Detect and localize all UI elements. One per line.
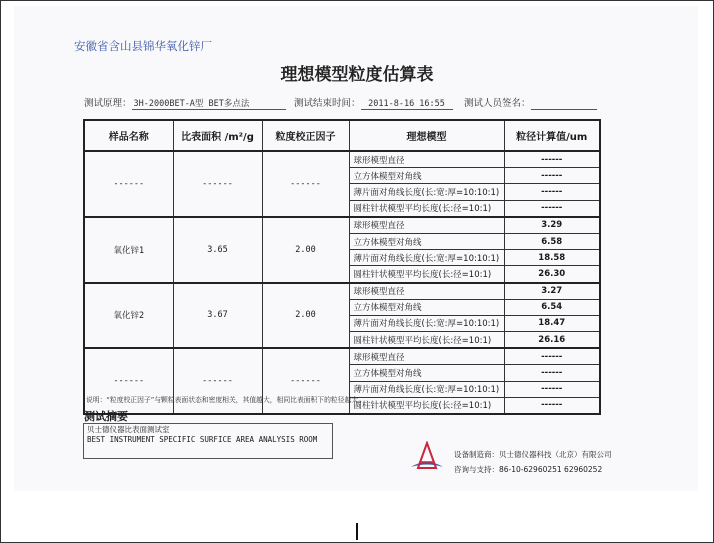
table-header-row bbox=[84, 120, 600, 151]
model-name-cell: 球形模型直径 bbox=[349, 151, 504, 168]
summary-box bbox=[83, 423, 333, 459]
model-name-cell: 圆柱针状模型平均长度(长:径=10:1) bbox=[349, 332, 504, 349]
size-value-cell: 26.16 bbox=[504, 332, 600, 349]
model-name-cell: 薄片面对角线长度(长:宽:厚=10:10:1) bbox=[349, 381, 504, 397]
size-value-cell: 6.54 bbox=[504, 299, 600, 315]
model-name-cell: 立方体模型对角线 bbox=[349, 299, 504, 315]
signature-field bbox=[464, 95, 597, 110]
size-value-cell: 3.27 bbox=[504, 283, 600, 300]
size-value-cell: ------ bbox=[504, 200, 600, 217]
size-value-cell: 18.47 bbox=[504, 315, 600, 331]
model-name-cell: 圆柱针状模型平均长度(长:径=10:1) bbox=[349, 200, 504, 217]
size-value-cell: ------ bbox=[504, 168, 600, 184]
equipment-maker: 设备制造商：贝士德仪器科技（北京）有限公司 bbox=[454, 450, 612, 459]
sample-name-cell: ------ bbox=[84, 348, 173, 414]
size-value-cell: ------ bbox=[504, 348, 600, 365]
surface-area-cell: ------ bbox=[173, 348, 262, 414]
summary-line-2: BEST INSTRUMENT SPECIFIC SURFICE AREA ANALYSIS ROOM bbox=[87, 435, 318, 444]
signature-label: 测试人员签名： bbox=[464, 98, 531, 109]
header-correction-factor: 粒度校正因子 bbox=[262, 120, 349, 151]
model-name-cell: 球形模型直径 bbox=[349, 348, 504, 365]
summary-line-1: 贝士德仪器比表面测试室 bbox=[87, 425, 170, 434]
model-name-cell: 薄片面对角线长度(长:宽:厚=10:10:1) bbox=[349, 315, 504, 331]
table-row bbox=[84, 348, 600, 365]
sample-name-cell: 氧化锌1 bbox=[84, 217, 173, 283]
model-name-cell: 圆柱针状模型平均长度(长:径=10:1) bbox=[349, 266, 504, 283]
company-name: 安徽省含山县锦华氧化锌厂 bbox=[74, 39, 212, 53]
header-particle-size: 粒径计算值/um bbox=[504, 120, 600, 151]
end-time-value: 2011-8-16 16:55 bbox=[361, 99, 453, 110]
text-cursor bbox=[356, 523, 358, 540]
surface-area-cell: ------ bbox=[173, 151, 262, 217]
correction-factor-cell: 2.00 bbox=[262, 217, 349, 283]
summary-title: 测试摘要 bbox=[84, 410, 128, 423]
model-name-cell: 立方体模型对角线 bbox=[349, 168, 504, 184]
surface-area-cell: 3.67 bbox=[173, 283, 262, 349]
model-name-cell: 立方体模型对角线 bbox=[349, 233, 504, 249]
size-value-cell: ------ bbox=[504, 184, 600, 200]
table-row bbox=[84, 151, 600, 168]
principle-field bbox=[84, 95, 286, 110]
end-time-field bbox=[294, 95, 453, 110]
table-row bbox=[84, 283, 600, 300]
correction-factor-cell: ------ bbox=[262, 151, 349, 217]
sample-name-cell: ------ bbox=[84, 151, 173, 217]
correction-factor-cell: ------ bbox=[262, 348, 349, 414]
table-row bbox=[84, 217, 600, 234]
header-surface-area: 比表面积 /m²/g bbox=[173, 120, 262, 151]
support-contact: 咨询与支持：86-10-62960251 62960252 bbox=[454, 465, 603, 474]
model-name-cell: 薄片面对角线长度(长:宽:厚=10:10:1) bbox=[349, 250, 504, 266]
end-time-label: 测试结束时间： bbox=[294, 98, 361, 109]
page-title: 理想模型粒度估算表 bbox=[280, 65, 434, 85]
model-name-cell: 立方体模型对角线 bbox=[349, 365, 504, 381]
size-value-cell: ------ bbox=[504, 381, 600, 397]
model-name-cell: 圆柱针状模型平均长度(长:径=10:1) bbox=[349, 397, 504, 414]
estimate-table bbox=[83, 119, 601, 415]
size-value-cell: 26.30 bbox=[504, 266, 600, 283]
size-value-cell: ------ bbox=[504, 365, 600, 381]
header-sample-name: 样品名称 bbox=[84, 120, 173, 151]
size-value-cell: 18.58 bbox=[504, 250, 600, 266]
model-name-cell: 球形模型直径 bbox=[349, 217, 504, 234]
principle-value: 3H-2000BET-A型 BET多点法 bbox=[132, 97, 286, 110]
size-value-cell: 3.29 bbox=[504, 217, 600, 234]
principle-label: 测试原理： bbox=[84, 98, 132, 109]
sample-name-cell: 氧化锌2 bbox=[84, 283, 173, 349]
size-value-cell: ------ bbox=[504, 397, 600, 414]
table-note: 说明：“粒度校正因子”与颗粒表面状态和密度相关，其值越大，相同比表面积下的粒径越大。 bbox=[86, 396, 365, 404]
surface-area-cell: 3.65 bbox=[173, 217, 262, 283]
model-name-cell: 薄片面对角线长度(长:宽:厚=10:10:1) bbox=[349, 184, 504, 200]
size-value-cell: ------ bbox=[504, 151, 600, 168]
correction-factor-cell: 2.00 bbox=[262, 283, 349, 349]
model-name-cell: 球形模型直径 bbox=[349, 283, 504, 300]
size-value-cell: 6.58 bbox=[504, 233, 600, 249]
best-instrument-logo bbox=[408, 441, 446, 474]
header-ideal-model: 理想模型 bbox=[349, 120, 504, 151]
